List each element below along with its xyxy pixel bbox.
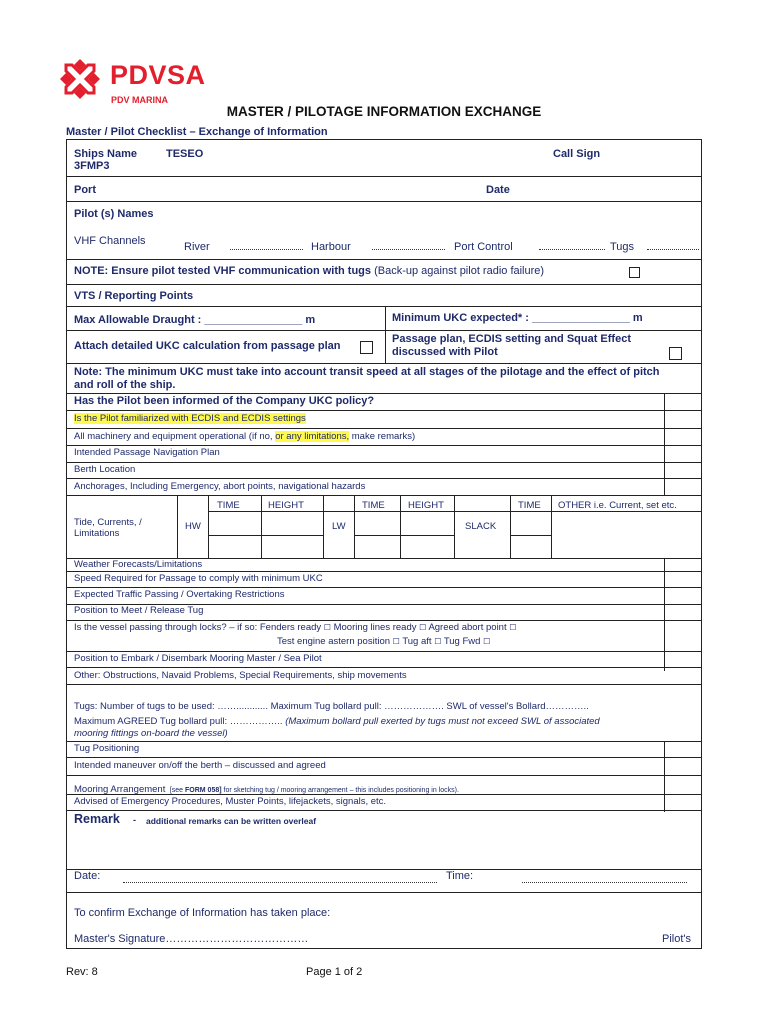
call-sign-value: 3FMP3 xyxy=(74,160,110,172)
confirm-exchange-label: To confirm Exchange of Information has taken place: xyxy=(74,907,331,919)
mooring-arrangement-label: Mooring Arrangement [see FORM 058] for sketching tug / mooring arrangement – this includes positioning in locks). xyxy=(74,784,459,795)
passage-plan-checkbox[interactable] xyxy=(669,347,682,360)
max-draught-label: Max Allowable Draught : ________________ m xyxy=(74,314,316,326)
tide-hw-height-header: HEIGHT xyxy=(268,500,304,511)
anchorages-label: Anchorages, Including Emergency, abort points, navigational hazards xyxy=(74,481,366,492)
vhf-port-control-label: Port Control xyxy=(454,241,513,253)
tugs-line1: Tugs: Number of tugs to be used: ……............ Maximum Tug bollard pull: ………………. SWL of vessel's Bollard………….. xyxy=(74,701,589,712)
master-signature-label: Master's Signature………………………………… xyxy=(74,933,309,945)
sign-date-label: Date: xyxy=(74,870,101,882)
vhf-tested-checkbox[interactable] xyxy=(629,267,640,278)
tide-lw-label: LW xyxy=(332,521,346,532)
sign-time-field[interactable] xyxy=(522,882,687,883)
remark-title: Remark xyxy=(74,812,120,826)
page-title: MASTER / PILOTAGE INFORMATION EXCHANGE xyxy=(226,104,542,119)
tide-slack-time-header: TIME xyxy=(518,500,541,511)
page-subtitle: Master / Pilot Checklist – Exchange of Information xyxy=(66,126,328,138)
logo-text: PDVSA xyxy=(110,60,206,90)
sign-time-label: Time: xyxy=(446,870,474,882)
tide-hw-label: HW xyxy=(185,521,201,532)
tug-positioning-label: Tug Positioning xyxy=(74,743,140,754)
attach-ukc-checkbox[interactable] xyxy=(360,341,373,354)
weather-label: Weather Forecasts/Limitations xyxy=(74,559,203,570)
footer-page-number: Page 1 of 2 xyxy=(306,966,363,978)
machinery-operational-label: All machinery and equipment operational (if no, or any limitations, make remarks) xyxy=(74,431,416,442)
vhf-channels-label: VHF Channels xyxy=(74,235,146,247)
call-sign-label: Call Sign xyxy=(553,148,601,160)
tugs-line2: Maximum AGREED Tug bollard pull: …………….. (Maximum bollard pull exerted by tugs must not exceed SWL of associated xyxy=(74,716,600,727)
vhf-tugs-label: Tugs xyxy=(610,241,635,253)
locks-line2: Test engine astern position ☐ Tug aft ☐ Tug Fwd ☐ xyxy=(277,636,491,647)
pilot-signature-label: Pilot's xyxy=(662,933,691,945)
tide-lw-time-header: TIME xyxy=(362,500,385,511)
tide-lw-height-header: HEIGHT xyxy=(408,500,444,511)
remark-dash: - xyxy=(133,815,136,825)
sign-date-field[interactable] xyxy=(123,882,437,883)
min-ukc-label: Minimum UKC expected* : ________________ m xyxy=(392,312,643,324)
traffic-label: Expected Traffic Passing / Overtaking Restrictions xyxy=(74,589,285,600)
locks-line1: Is the vessel passing through locks? – if so: Fenders ready ☐ Mooring lines ready ☐ Agreed abort point ☐ xyxy=(74,622,517,633)
emergency-procedures-label: Advised of Emergency Procedures, Muster Points, lifejackets, signals, etc. xyxy=(74,796,387,807)
date-label: Date xyxy=(486,184,510,196)
pilot-names-label: Pilot (s) Names xyxy=(74,208,154,220)
remark-note: additional remarks can be written overleaf xyxy=(146,816,317,826)
passage-plan-line1: Passage plan, ECDIS setting and Squat Effect xyxy=(392,333,631,345)
vhf-harbour-label: Harbour xyxy=(311,241,351,253)
logo-subtitle: PDV MARINA xyxy=(111,95,169,105)
tugs-line3: mooring fittings on-board the vessel) xyxy=(74,728,228,739)
note-ukc-line2: and roll of the ship. xyxy=(74,379,176,391)
tide-label-line1: Tide, Currents, / xyxy=(74,517,142,528)
tug-meet-label: Position to Meet / Release Tug xyxy=(74,605,204,616)
passage-navigation-plan-label: Intended Passage Navigation Plan xyxy=(74,447,220,458)
note-ukc-line1: Note: The minimum UKC must take into account transit speed at all stages of the pilotage and the effect of pitch xyxy=(74,366,660,378)
remark-area[interactable] xyxy=(70,830,698,866)
ships-name-label: Ships Name xyxy=(74,148,137,160)
tide-other-header: OTHER i.e. Current, set etc. xyxy=(558,500,677,511)
passage-plan-line2: discussed with Pilot xyxy=(392,346,498,358)
port-label: Port xyxy=(74,184,96,196)
other-obstructions-label: Other: Obstructions, Navaid Problems, Special Requirements, ship movements xyxy=(74,670,407,681)
speed-required-label: Speed Required for Passage to comply with minimum UKC xyxy=(74,573,323,584)
pdvsa-logo-icon xyxy=(58,57,102,101)
note-vhf: NOTE: Ensure pilot tested VHF communication with tugs (Back-up against pilot radio failure) xyxy=(74,265,545,277)
berth-location-label: Berth Location xyxy=(74,464,136,475)
ecdis-familiarized-label: Is the Pilot familiarized with ECDIS and ECDIS settings xyxy=(74,413,306,424)
embark-position-label: Position to Embark / Disembark Mooring Master / Sea Pilot xyxy=(74,653,322,664)
attach-ukc-label: Attach detailed UKC calculation from passage plan xyxy=(74,340,341,352)
tide-hw-time-header: TIME xyxy=(217,500,240,511)
ships-name-value: TESEO xyxy=(166,148,204,160)
company-policy-label: Has the Pilot been informed of the Company UKC policy? xyxy=(74,395,375,407)
vhf-river-label: River xyxy=(184,241,210,253)
tide-slack-label: SLACK xyxy=(465,521,497,532)
tide-label-line2: Limitations xyxy=(74,528,120,539)
maneuver-label: Intended maneuver on/off the berth – discussed and agreed xyxy=(74,760,326,771)
vts-label: VTS / Reporting Points xyxy=(74,290,194,302)
form-frame xyxy=(66,139,702,949)
footer-revision: Rev: 8 xyxy=(66,966,98,978)
